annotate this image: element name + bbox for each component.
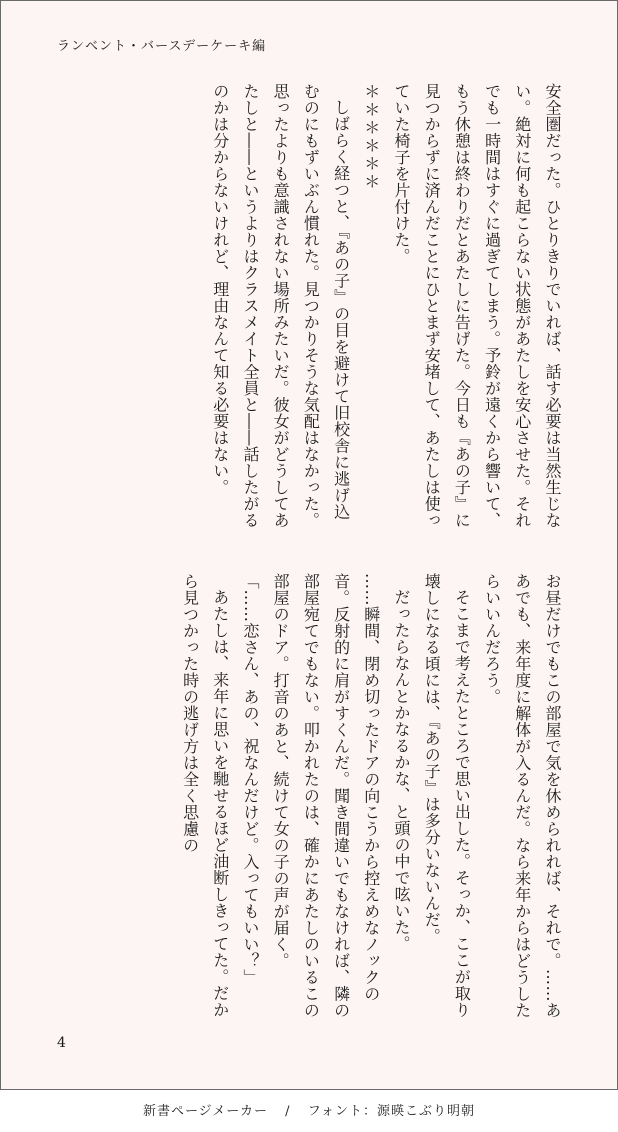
footer-separator: / (285, 1104, 291, 1119)
footer-credit (0, 1100, 618, 1119)
lower-text-block (55, 573, 567, 1023)
section-break: ＊＊＊＊＊＊ (361, 83, 381, 191)
paragraph: ……瞬間、閉め切ったドアの向こうから控えめなノックの音。反射的に肩がすくんだ。聞き間違いでもなければ、隣の部屋宛てでもない。叩かれたのは、確かにあたしのいるこの部屋のドア。打音のあと、続けて女の子の声が届く。 (271, 573, 381, 1019)
paragraph: お昼だけでもこの部屋で気を休められれば、それで。……ああでも、来年度に解体が入るんだ。なら来年からはどうしたらいいんだろう。 (482, 573, 562, 1019)
upper-text-block (55, 83, 567, 533)
paragraph: 安全圏だった。ひとりきりでいれば、話す必要は当然生じない。絶対に何も起こらない状態があたしを安心させた。それでも一時間はすぐに過ぎてしまう。予鈴が遠くから響いて、もう休憩は終わりだとあたしに告げた。今日も『あの子』に見つからずに済んだことにひとまず安堵して、あたしは使っていた椅子を片付けた。 (391, 83, 562, 529)
paragraph: そこまで考えたところで思い出した。そっか、ここが取り壊しになる頃には、『あの子』は多分いないんだ。 (422, 573, 472, 1018)
page-number: 4 (57, 1035, 66, 1051)
running-head: ランベント・バースデーケーキ編 (57, 39, 267, 54)
paragraph: しばらく経つと、『あの子』の目を避けて旧校舎に逃げ込むのにもずいぶん慣れた。見つかりそうな気配はなかった。思ったよりも意識されない場所みたいだ。彼女がどうしてあたしと――というよりはクラスメイト全員と――話したがるのかは分からないけれど、理由なんて知る必要はない。 (210, 83, 351, 529)
paragraph: だったらなんとかなるかな、と頭の中で呟いた。 (391, 589, 411, 952)
maker-credit: 新書ページメーカー (142, 1104, 269, 1119)
dialogue: 「……恋さん、あの、祝なんだけど。入ってもいい？」 (240, 573, 260, 986)
paragraph: あたしは、来年に思いを馳せるほど油断しきってた。だから見つかった時の逃げ方は全く思慮の (180, 573, 230, 1018)
font-credit: フォント：源暎こぶり明朝 (307, 1104, 476, 1119)
